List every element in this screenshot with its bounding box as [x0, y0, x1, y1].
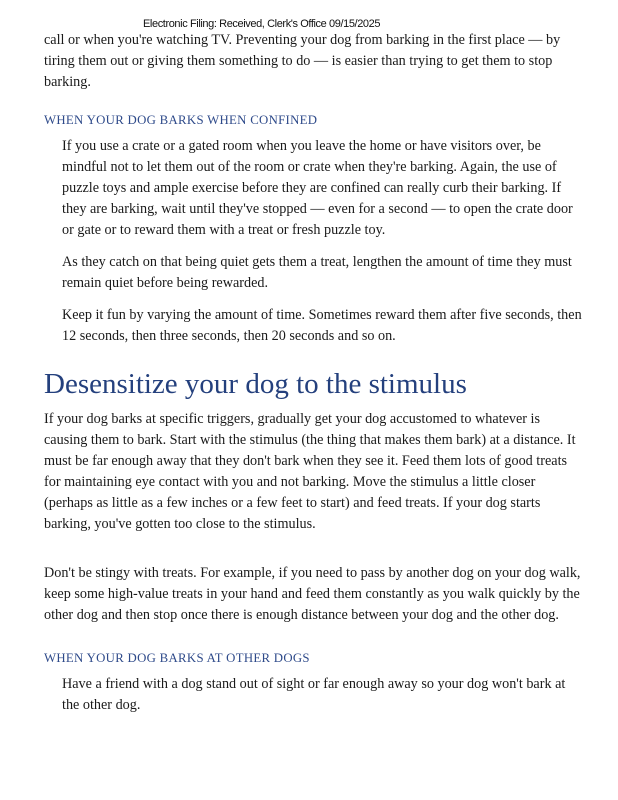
paragraph: As they catch on that being quiet gets them a treat, lengthen the amount of time they must remain quiet before being rewarded.	[62, 254, 572, 291]
paragraph: If your dog barks at specific triggers, gradually get your dog accustomed to whatever is causing them to bark. Start with the stimulus (the thing that makes them bark) at a distance. It must be far enough away that they don't bark when they see it. Feed them lots of good treats for maintaining eye contact with you and not barking. Move the stimulus a little closer (perhaps as little as a few inches or a few feet to start) and feed treats. If your dog starts barking, you've gotten too close to the stimulus.	[44, 411, 576, 532]
paragraph: Don't be stingy with treats. For example, if you need to pass by another dog on your dog walk, keep some high-value treats in your hand and feed them constantly as you walk quickly by the other dog and then stop once there is enough distance between your dog and the other dog.	[44, 565, 581, 623]
section-title-desensitize: Desensitize your dog to the stimulus	[44, 368, 467, 400]
paragraph: Keep it fun by varying the amount of time. Sometimes reward them after five seconds, then 12 seconds, then three seconds, then 20 seconds and so on.	[62, 307, 582, 344]
section-body-other-dogs	[44, 674, 584, 716]
section-body-confined	[44, 136, 584, 347]
section-heading-other-dogs: WHEN YOUR DOG BARKS AT OTHER DOGS	[44, 651, 310, 665]
section-heading-confined: WHEN YOUR DOG BARKS WHEN CONFINED	[44, 113, 318, 127]
paragraph: If you use a crate or a gated room when you leave the home or have visitors over, be mindful not to let them out of the room or crate when they're barking. Again, the use of puzzle toys and ample exercise before they are confined can really curb their barking. If they are barking, wait until they've stopped — even for a second — to open the crate door or gate or to reward them with a treat or fresh puzzle toy.	[62, 138, 573, 238]
intro-paragraph: call or when you're watching TV. Preventing your dog from barking in the first place — by tiring them out or giving them something to do — is easier than trying to get them to stop barking.	[44, 32, 561, 90]
document-page	[44, 30, 584, 716]
paragraph: Have a friend with a dog stand out of sight or far enough away so your dog won't bark at the other dog.	[62, 676, 566, 713]
filing-stamp: Electronic Filing: Received, Clerk's Office 09/15/2025	[143, 18, 381, 30]
